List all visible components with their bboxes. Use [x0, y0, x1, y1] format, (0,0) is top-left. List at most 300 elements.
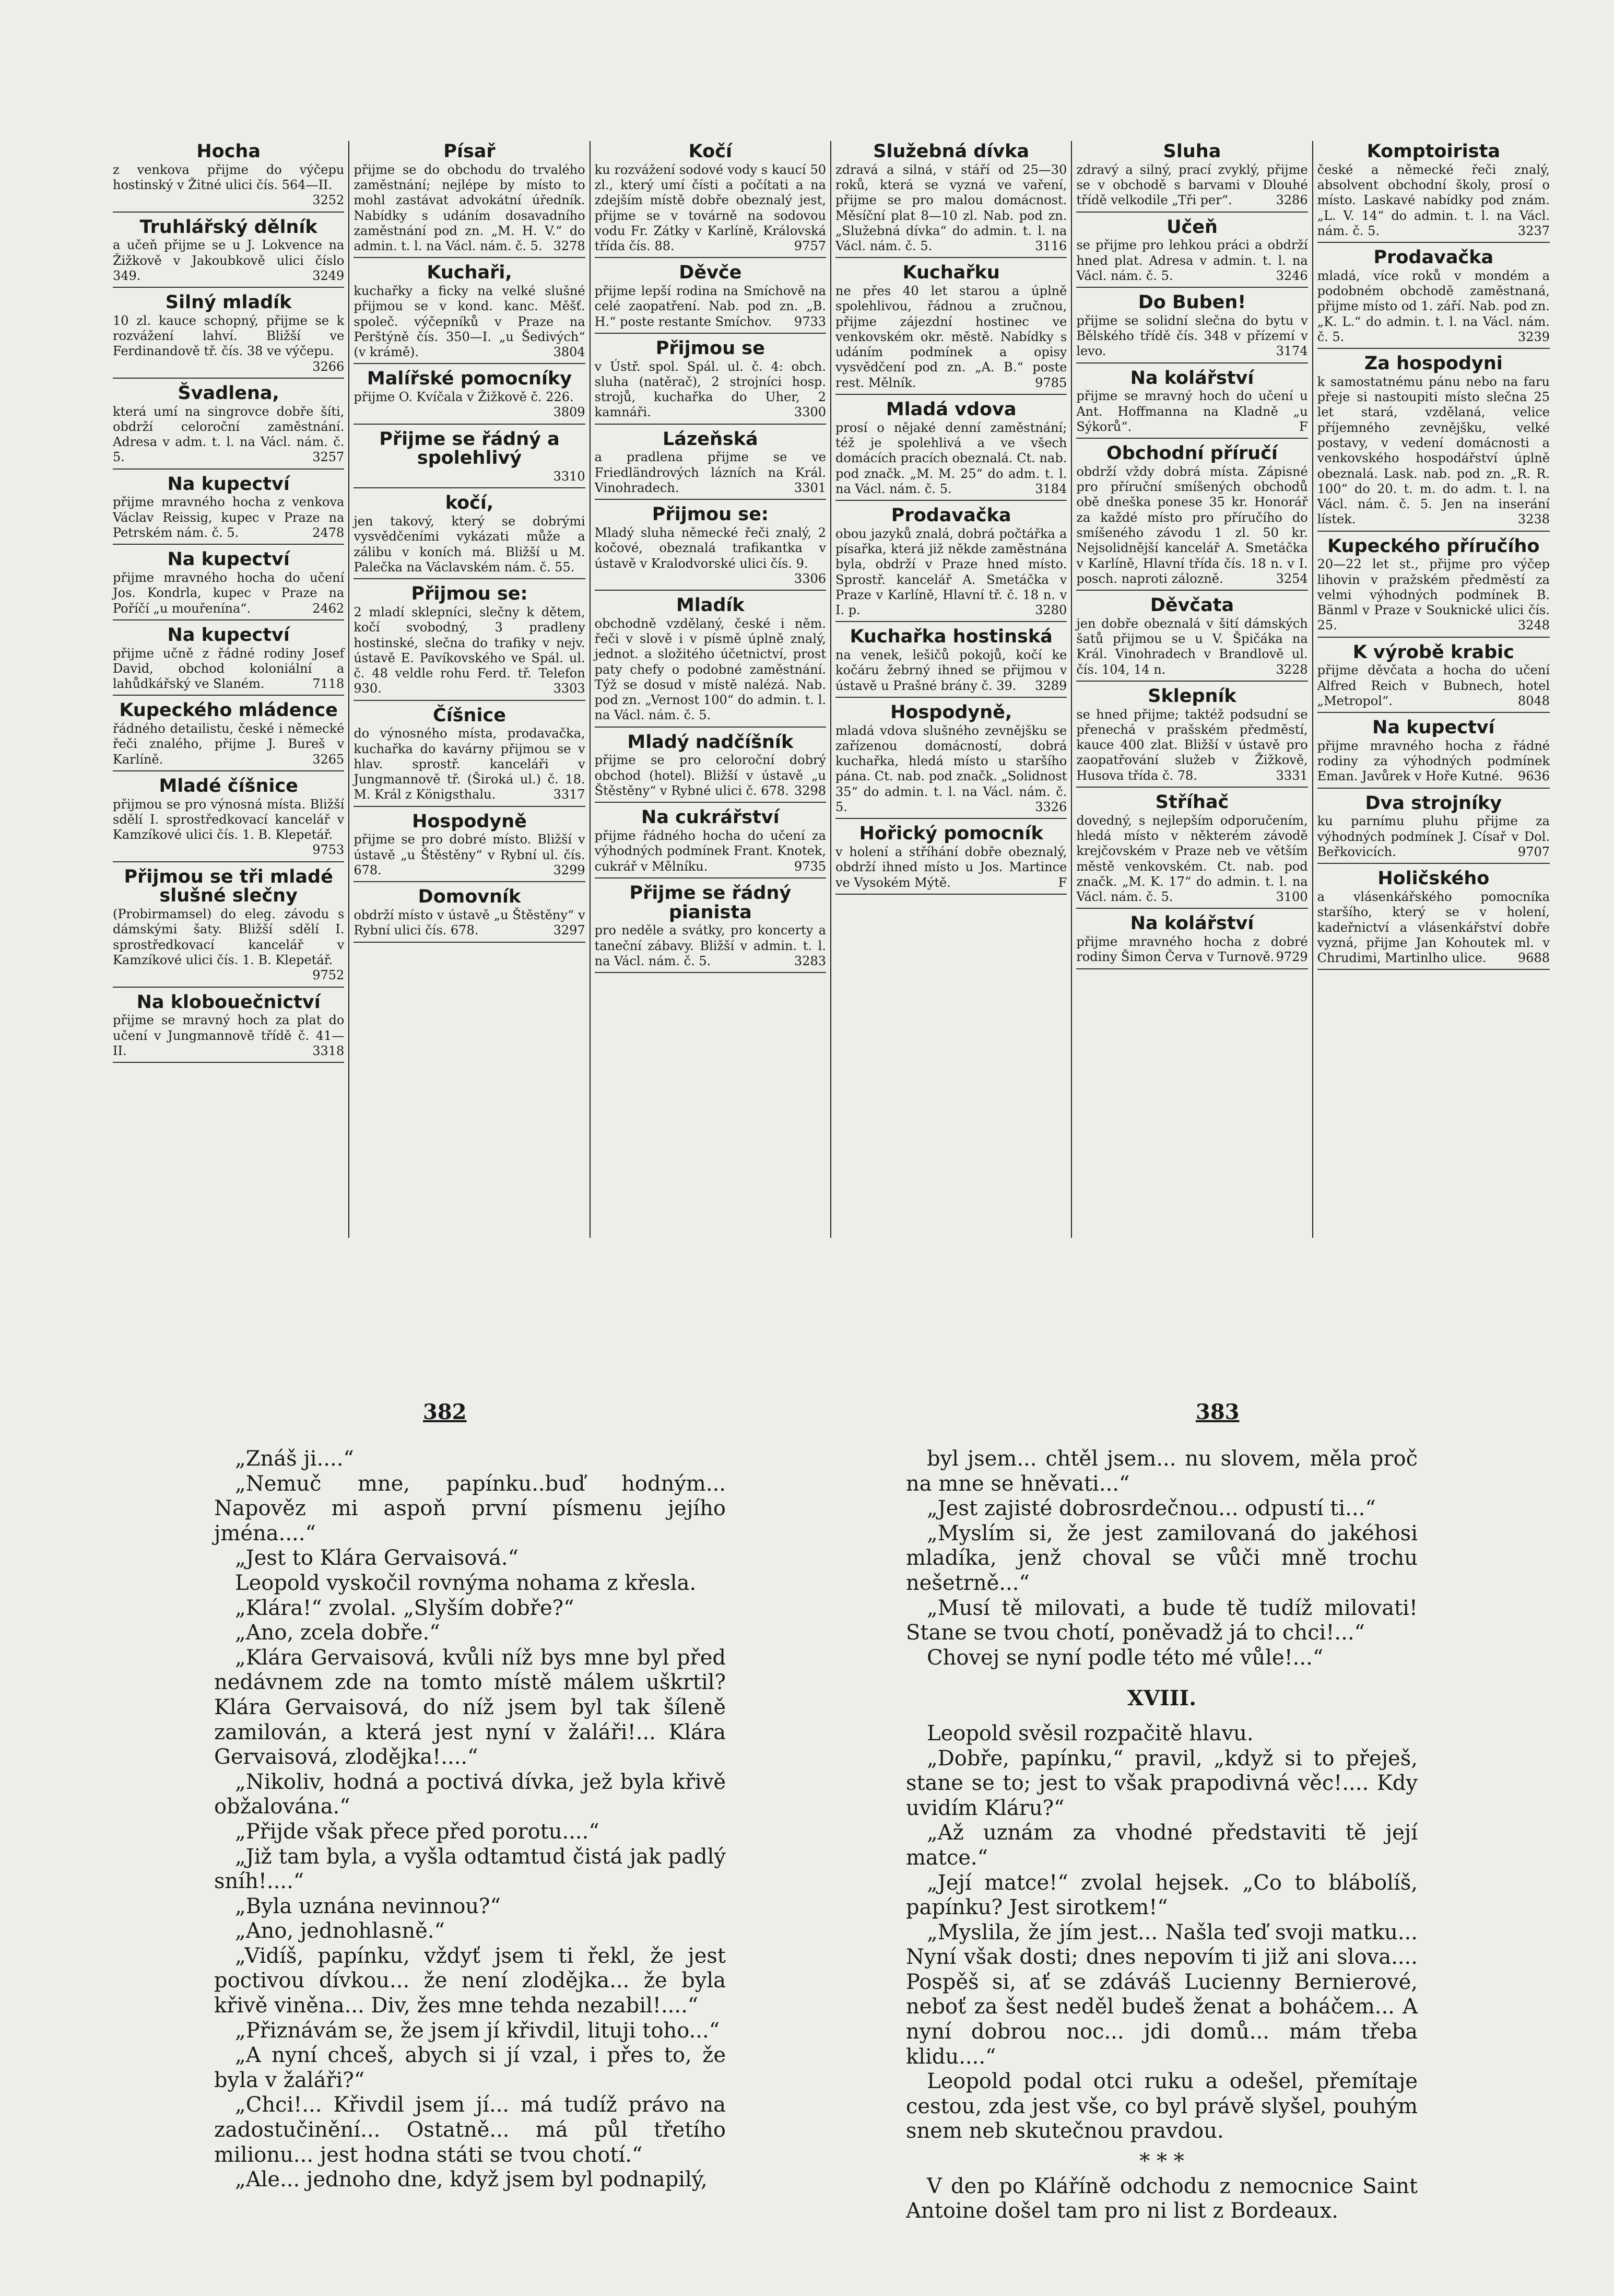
- story-paragraph: „Myslím si, že jest zamilovaná do jakéhosi mladíka, jenž choval se vůči mně trochu nešetrně...“: [906, 1521, 1418, 1595]
- ad-body: [113, 404, 344, 465]
- ad-text: přijme se mravný hoch za plat do učení v Jungmannově třídě č. 41—II.: [113, 1013, 345, 1058]
- ad-number: 3318: [312, 1043, 345, 1058]
- story-paragraph: „Nikoliv, hodná a poctivá dívka, jež byla křivě obžalována.“: [214, 1770, 726, 1819]
- ad-title: kočí,: [445, 493, 494, 514]
- ad-title: Číšnice: [433, 705, 506, 726]
- ad-number: 3252: [312, 193, 345, 208]
- ad-number: 3174: [1276, 344, 1308, 359]
- classified-ad: [113, 293, 344, 379]
- ad-title: Kočí: [688, 141, 732, 162]
- story-paragraph: „Jest to Klára Gervaisová.“: [235, 1546, 519, 1571]
- ad-number: 3184: [1035, 481, 1067, 496]
- ad-body: [1317, 162, 1550, 239]
- classified-ad: [1076, 914, 1307, 969]
- classified-ads: [109, 141, 1554, 1238]
- ad-title: Mladík: [676, 595, 745, 616]
- ad-title: Malířské pomocníky: [367, 368, 572, 390]
- ad-body: [113, 570, 344, 616]
- ad-title: Truhlářský dělník: [139, 216, 317, 238]
- ad-text: na venek, lešičů pokojů, kočí ke kočáru žebrný ihned se přijmou v ústavě u Prašné brány č. 39.: [835, 648, 1067, 693]
- ad-body: [354, 284, 585, 360]
- ad-number: 3310: [553, 469, 585, 484]
- ad-number: F: [1058, 875, 1067, 890]
- classified-ad: [595, 339, 826, 425]
- ad-number: 3286: [1276, 193, 1308, 208]
- ad-number: 3301: [794, 480, 826, 495]
- ad-body: [113, 646, 344, 692]
- ad-title: Na kupectví: [167, 624, 290, 646]
- story-paragraph: „Jest zajisté dobrosrdečnou... odpustí ti...“: [927, 1496, 1376, 1521]
- ad-text: 2 mladí sklepníci, slečny k dětem, kočí svobodný, 3 pradleny hostinské, slečna do trafiky v nejv. ústavě E. Pavíkovského ve Spál. ul. č. 48 veldle rohu Ferd. tř. Telefon 930.: [354, 605, 585, 696]
- classified-ad: [835, 506, 1067, 622]
- story-paragraph: byl jsem... chtěl jsem... nu slovem, měla proč na mne se hněvati...“: [906, 1447, 1418, 1496]
- story-paragraph: „Již tam byla, a vyšla odtamtud čistá jak padlý sníh!....“: [214, 1844, 726, 1894]
- ad-text: ne přes 40 let starou a úplně spolehlivou, řádnou a zručnou, přijme zájezdní hostinec ve venkovském okr. městě. Nabídky s udáním podmínek a opisy vysvědčení pod zn. „A. B.“ poste rest. Mělník.: [835, 284, 1067, 390]
- ad-number: 3289: [1035, 678, 1067, 693]
- ad-title: K výrobě krabic: [1352, 641, 1514, 663]
- ad-text: přijme lepší rodina na Smíchově na celé zaopatření. Nab. pod zn. „B. H.“ poste restante Smíchov.: [594, 284, 826, 329]
- ad-title: Učeň: [1167, 216, 1218, 238]
- story-paragraph: Chovej se nyní podle této mé vůle!...“: [927, 1645, 1324, 1670]
- ad-body: [1076, 934, 1307, 965]
- ad-number: 3300: [794, 405, 826, 420]
- ad-title: Přijmou se: [655, 337, 765, 359]
- classified-ad: [113, 777, 344, 862]
- ad-body: [354, 390, 585, 420]
- ad-text: řádného detailistu, české i německé řeči znalého, přijme J. Bureš v Karlíně.: [113, 721, 345, 767]
- ad-number: 9636: [1517, 769, 1550, 784]
- ad-text: z venkova přijme do výčepu hostinský v Žitné ulici čís. 564—II.: [113, 162, 345, 193]
- ad-body: [354, 726, 585, 802]
- ad-body: [835, 526, 1067, 618]
- classified-ad: [835, 627, 1067, 698]
- ad-number: 8048: [1517, 693, 1550, 708]
- ad-title: Služebná dívka: [873, 141, 1030, 162]
- ad-number: 3248: [1517, 618, 1550, 633]
- left-page-text: [214, 1447, 726, 2193]
- ad-text: mladá, více roků v mondém a podobném obchodě zaměstnaná, přijme místo od 1. září. Nab. pod zn. „K. L.“ do admin. t. l. na Václ. nám. č. 5.: [1317, 268, 1550, 344]
- ad-title: Přijmou se:: [652, 504, 769, 525]
- classified-ad: [354, 142, 585, 258]
- ad-number: 9785: [1035, 375, 1067, 390]
- classified-ad: [354, 706, 585, 807]
- ad-text: přijme se pro dobré místo. Bližší v ústavě „u Štěstěny“ v Rybní ul. čís. 678.: [354, 832, 585, 877]
- ad-text: a učeň přijme se u J. Lokvence na Žižkově v Jakoubkově ulici číslo 349.: [113, 238, 345, 283]
- ad-body: [595, 284, 826, 330]
- ad-number: 3228: [1276, 662, 1308, 677]
- ad-number: 2478: [312, 525, 345, 540]
- ad-number: 2462: [312, 601, 345, 616]
- ad-text: přijme se do obchodu do trvalého zaměstnání; nejlépe by místo to mohl zastávat advokátní úředník. Nabídky s udáním dosavadního zaměstnání pod zn. „M. H. V.“ do admin. t. l. na Václ. nám. č. 5.: [354, 162, 585, 254]
- story-paragraph: „Klára!“ zvolal. „Slyším dobře?“: [235, 1596, 574, 1620]
- ad-text: přijme se pro celoroční dobrý obchod (hotel). Bližší v ústavě „u Štěstěny“ v Rybné ulici č. 678.: [594, 753, 826, 798]
- ad-text: obou jazyků znalá, dobrá počtářka a písařka, která již někde zaměstnána byla, obdrží v Praze hned místo. Sprostř. kancelář A. Smetáčka v Praze v Karlíně, Hlavní tř. č. 18 n. v I. p.: [835, 526, 1067, 618]
- ad-title: Na kolářství: [1130, 367, 1254, 389]
- ad-title: Na kupectví: [167, 549, 290, 570]
- ad-title: Hospodyně: [412, 811, 527, 832]
- ad-column: [349, 141, 590, 1238]
- ad-body: [113, 313, 344, 374]
- classified-ad: [1317, 643, 1550, 713]
- ad-title: Prodavačka: [891, 505, 1011, 526]
- ad-title: Na klobouečnictví: [136, 991, 321, 1013]
- ad-title: Mladá vdova: [886, 399, 1017, 420]
- ad-body: [1317, 739, 1550, 784]
- classified-ad: [1317, 537, 1550, 638]
- classified-ad: [354, 263, 585, 364]
- ad-body: [1076, 707, 1307, 783]
- ad-title: Sklepník: [1148, 685, 1236, 707]
- ad-text: v Ústř. spol. Spál. ul. č. 4: obch. sluha (natěrač), 2 strojníci hosp. strojů, kuchařka do Uher, 2 kamnáři.: [594, 359, 826, 420]
- story-paragraph: Leopold podal otci ruku a odešel, přemítaje cestou, zda jest vše, co byl právě slyšel, pouhým snem neb skutečnou pravdou.: [906, 2069, 1418, 2143]
- ad-body: [835, 284, 1067, 391]
- ad-number: 3804: [553, 345, 585, 360]
- ad-body: [354, 832, 585, 878]
- classified-ad: [113, 993, 344, 1063]
- classified-ad: [354, 887, 585, 942]
- ad-title: Hospodyně,: [890, 701, 1012, 723]
- ad-body: [595, 753, 826, 799]
- ad-column: [109, 141, 349, 1238]
- ad-text: obdrží vždy dobrá místa. Zápisné pro příruční smíšených obchodů obě dneška ponese 35 kr. Honorář za každé místo pro příručího do smíšeného závodu 1 zl. 50 kr. Nejsolidnější kancelář A. Smetáčka v Karlíně, Hlavní třída čís. 18 n. v I. posch. naproti zálozně.: [1076, 464, 1308, 586]
- ad-number: 9753: [312, 842, 345, 858]
- classified-ad: [354, 812, 585, 883]
- ad-number: 3326: [1035, 800, 1067, 814]
- ad-number: 3317: [553, 787, 585, 802]
- classified-ad: [1076, 596, 1307, 682]
- ad-title: Kuchařku: [902, 262, 1000, 284]
- ad-title: Obchodní příručí: [1106, 443, 1278, 464]
- ad-text: přijmou se pro výnosná místa. Bližší sdělí I. sprostředkovací kancelář v Kamzíkové ulici čís. 1. B. Klepetář.: [113, 796, 345, 842]
- ad-body: [595, 359, 826, 420]
- ad-title: Silný mladík: [165, 292, 292, 313]
- ad-title: Kuchaři,: [427, 262, 512, 284]
- ad-body: [1317, 814, 1550, 860]
- classified-ad: [1317, 142, 1550, 243]
- story-paragraph: Leopold svěsil rozpačitě hlavu.: [927, 1721, 1254, 1746]
- ad-body: [595, 923, 826, 969]
- ad-number: 3280: [1035, 603, 1067, 618]
- ad-number: 3239: [1517, 329, 1550, 344]
- ad-title: Na kolářství: [1130, 913, 1254, 934]
- ad-text: pro neděle a svátky, pro koncerty a taneční zábavy. Bližší v admin. t. l. na Václ. nám. č. 5.: [594, 923, 826, 968]
- classified-ad: [1076, 444, 1307, 591]
- ad-body: [835, 723, 1067, 815]
- ad-number: 3303: [553, 681, 585, 696]
- ad-text: a vlásenkářského pomocníka staršího, který se v holení, kadeřnictví a vlásenkářství dobře vyzná, přijme Jan Kohoutek ml. v Chrudimi, Martinlho ulice.: [1317, 889, 1550, 966]
- story-paragraph: „Přijde však přece před porotu....“: [235, 1819, 599, 1844]
- ad-title: Děvčata: [1150, 595, 1234, 616]
- ad-title: Dva strojníky: [1365, 792, 1502, 814]
- classified-ad: [1076, 142, 1307, 213]
- section-break: * * *: [1139, 2149, 1184, 2174]
- classified-ad: [595, 596, 826, 728]
- story-paragraph: „Přiznávám se, že jsem jí křivdil, lituji toho...“: [235, 2018, 720, 2043]
- story-paragraph: „Klára Gervaisová, kvůli níž bys mne byl před nedávnem zde na tomto místě málem uškrtil? Klára Gervaisová, do níž jsem byl tak šíleně zamilován, a která jest nyní v žaláři!... Klára Gervaisová, zlodějka!....“: [214, 1645, 726, 1770]
- ad-number: 3809: [553, 405, 585, 420]
- ad-number: 3254: [1276, 571, 1308, 586]
- ad-text: přijme mravného hocha do učení Jos. Kondrla, kupec v Praze na Poříčí „u mouřenína“.: [113, 570, 345, 616]
- classified-ad: [354, 430, 585, 489]
- classified-ad: [354, 494, 585, 579]
- classified-ad: [1317, 718, 1550, 789]
- ad-number: 3237: [1517, 223, 1550, 238]
- ad-text: přijme O. Kvíčala v Žižkově č. 226.: [354, 390, 574, 405]
- ad-text: jen dobře obeznalá v šití dámských šatů přijmou se u V. Špičáka na Král. Vinohradech v Brandlově ul. čís. 104, 14 n.: [1076, 616, 1308, 677]
- ad-body: [1076, 238, 1307, 284]
- ad-number: 9752: [312, 968, 345, 983]
- ad-column: [591, 141, 831, 1238]
- classified-ad: [1317, 869, 1550, 970]
- story-paragraph: „Dobře, papínku,“ pravil, „když si to přeješ, stane se to; jest to však prapodivná věc!.... Kdy uvidím Kláru?“: [906, 1746, 1418, 1820]
- classified-ad: [595, 808, 826, 878]
- story-paragraph: „Nemuč mne, papínku..buď hodným... Napověz mi aspoň první písmenu jejího jména....“: [214, 1471, 726, 1545]
- ad-text: české a německé řeči znalý, absolvent obchodní školy, prosí o místo. Laskavé nabídky pod znám. „L. V. 14“ do admin. t. l. na Václ. nám. č. 5.: [1317, 162, 1550, 238]
- ad-text: obdrží místo v ústavě „u Štěstěny“ v Rybní ulici čís. 678.: [354, 908, 585, 938]
- ad-number: 9707: [1517, 845, 1550, 860]
- ad-number: 9757: [794, 239, 826, 254]
- ad-body: [1076, 389, 1307, 435]
- classified-ad: [113, 868, 344, 988]
- ad-number: 3249: [312, 268, 345, 283]
- ad-body: [1317, 663, 1550, 709]
- ad-number: 3297: [553, 923, 585, 938]
- story-paragraph: „Musí tě milovati, a bude tě tudíž milovati! Stane se tvou chotí, poněvadž já to chci!...“: [906, 1596, 1418, 1645]
- ad-body: [354, 469, 585, 484]
- ad-body: [113, 162, 344, 208]
- story-paragraph: „Až uznám za vhodné představiti tě její matce.“: [906, 1821, 1418, 1870]
- ad-body: [835, 162, 1067, 254]
- classified-ad: [113, 550, 344, 620]
- ad-body: [113, 495, 344, 541]
- ad-title: Za hospodyni: [1364, 353, 1503, 374]
- ad-number: 3265: [312, 752, 345, 767]
- ad-number: 9733: [794, 314, 826, 329]
- chapter-heading: XVIII.: [1127, 1686, 1197, 1711]
- ad-body: [835, 648, 1067, 694]
- ad-title: Na cukrářství: [641, 807, 780, 828]
- ad-text: přijme se solidní slečna do bytu v Bělského třídě čís. 348 v přízemí v levo.: [1076, 313, 1308, 359]
- ad-text: ku rozvážení sodové vody s kaucí 50 zl., který umí čísti a počítati a na zdejším místě dobře obeznalý jest, přijme se v továrně na sodovou vodu Fr. Zátky v Karlíně, Královská třída čís. 88.: [594, 162, 826, 254]
- classified-ad: [835, 824, 1067, 895]
- classified-ad: [835, 703, 1067, 819]
- classified-ad: [595, 505, 826, 591]
- ad-title: Kuchařka hostinská: [850, 626, 1053, 648]
- ad-body: [354, 514, 585, 575]
- ad-body: [835, 420, 1067, 497]
- ad-title: Přijme se řádný a spolehlivý: [379, 428, 560, 469]
- ad-body: [1317, 889, 1550, 966]
- ad-title: Hořický pomocník: [859, 823, 1043, 845]
- ad-text: prosí o nějaké denní zaměstnání; též je spolehlivá a ve všech domácích pracích obeznalá. Ct. nab. pod značk. „M. M. 25“ do adm. t. l. na Václ. nám. č. 5.: [835, 420, 1067, 496]
- ad-body: [113, 238, 344, 284]
- right-page-text: [906, 1447, 1418, 2224]
- ad-column: [1072, 141, 1313, 1238]
- ad-text: jen takový, který se dobrými vysvědčeními vykázati může a zálibu v koních má. Bližší u M. Palečka na Václavském nám. č. 55.: [354, 514, 585, 575]
- ad-text: která umí na singrovce dobře šíti, obdrží celoroční zaměstnání. Adresa v adm. t. l. na Václ. nám. č. 5.: [113, 404, 345, 465]
- classified-ad: [595, 884, 826, 973]
- ad-body: [1076, 616, 1307, 677]
- ad-title: Hocha: [196, 141, 261, 162]
- ad-text: mladá vdova slušného zevnějšku se zařízenou domácností, dobrá kuchařka, hledá místo u staršího pána. Ct. nab. pod značk. „Solidnost 35“ do admin. t. l. na Václ. nám. č. 5.: [835, 723, 1067, 814]
- ad-body: [113, 797, 344, 858]
- ad-title: Prodavačka: [1373, 247, 1494, 268]
- ad-title: Komptoirista: [1366, 141, 1500, 162]
- ad-text: přijme učně z řádné rodiny Josef David, obchod koloniální a lahůdkářský ve Slaném.: [113, 646, 345, 692]
- ad-number: 3257: [312, 450, 345, 465]
- ad-title: Holičského: [1377, 868, 1490, 889]
- classified-ad: [835, 263, 1067, 395]
- ad-text: (Probirmamsel) do eleg. závodu s dámskými šaty. Bližší sdělí I. sprostředkovací kancelář v Kamzíkové ulici čís. 1. B. Klepetář.: [113, 907, 345, 968]
- ad-body: [1076, 162, 1307, 208]
- ad-text: přijme mravného hocha z venkova Václav Reissig, kupec v Praze na Petrském nám. č. 5.: [113, 495, 345, 540]
- ad-text: přijme mravného hocha z dobré rodiny Šimon Červa v Turnově.: [1076, 934, 1308, 965]
- story-paragraph: Leopold vyskočil rovnýma nohama z křesla.: [235, 1571, 697, 1595]
- ad-body: [354, 605, 585, 697]
- ad-text: přijme mravného hocha z řádné rodiny za výhodných podmínek Eman. Javůrek v Hoře Kutné.: [1317, 738, 1550, 784]
- ad-body: [354, 162, 585, 254]
- story-paragraph: „Chci!... Křivdil jsem jí... má tudíž právo na zadostučinění... Ostatně... má půl třetího milionu... jest hodna státi se tvou chotí.“: [214, 2093, 726, 2167]
- ad-body: [1076, 313, 1307, 359]
- ad-number: 3238: [1517, 512, 1550, 527]
- classified-ad: [595, 263, 826, 334]
- ad-number: 9729: [1276, 950, 1308, 965]
- ad-title: Sluha: [1163, 141, 1221, 162]
- story-paragraph: „Ano, jednohlasně.“: [235, 1919, 445, 1943]
- story-paragraph: „Ano, zcela dobře.“: [235, 1621, 440, 1645]
- ad-title: Kupeckého příručího: [1327, 535, 1540, 557]
- ad-number: 3299: [553, 862, 585, 877]
- ad-number: 9688: [1517, 951, 1550, 966]
- ad-number: 3266: [312, 359, 345, 374]
- ad-title: Stříhač: [1155, 791, 1229, 813]
- ad-body: [113, 907, 344, 983]
- classified-ad: [354, 369, 585, 424]
- classified-ad: [835, 400, 1067, 501]
- ad-body: [1317, 268, 1550, 345]
- ad-title: Na kupectví: [1372, 717, 1495, 739]
- ad-body: [595, 525, 826, 587]
- ad-text: zdravá a silná, v stáří od 25—30 roků, která se vyzná ve vaření, přijme se pro malou domácnost. Měsíční plat 8—10 zl. Nab. pod zn. „Služebná dívka“ do admin. t. l. na Václ. nám. č. 5.: [835, 162, 1067, 254]
- classified-ad: [1076, 218, 1307, 288]
- story-paragraph: „Ale... jednoho dne, když jsem byl podnapilý,: [235, 2168, 708, 2192]
- classified-ad: [595, 142, 826, 258]
- classified-ad: [354, 584, 585, 700]
- story-paragraph: „Její matce!“ zvolal hejsek. „Co to blábolíš, papínku? Jest sirotkem!“: [906, 1870, 1418, 1920]
- story-paragraph: „Byla uznána nevinnou?“: [235, 1894, 501, 1918]
- ad-text: kuchařky a ficky na velké slušné přijmou se v kond. kanc. Měšť. společ. výčepníků v Praze na Perštýně čís. 350—I. „u Šedivých“ (v krámě).: [354, 284, 585, 360]
- story-paragraph: „Myslila, že jím jest... Našla teď svoji matku... Nyní však dosti; dnes nepovím ti již ani slova.... Pospěš si, ať se zdáváš Lucienny Bernierové, neboť za šest neděl budeš ženat a boháčem... A nyní dobrou noc... jdi domů... mám třeba klidu....“: [906, 1920, 1418, 2069]
- ad-body: [595, 828, 826, 874]
- ad-number: 9735: [794, 859, 826, 874]
- ad-text: přijme se mravný hoch do učení u Ant. Hoffmanna na Kladně „u Sýkorů“.: [1076, 389, 1308, 434]
- ad-body: [835, 845, 1067, 891]
- story-paragraph: „Znáš ji....“: [235, 1447, 354, 1471]
- ad-title: Přijmou se:: [411, 583, 528, 605]
- classified-ad: [595, 430, 826, 500]
- ad-text: zdravý a silný, prací zvyklý, přijme se v obchodě s barvami v Dlouhé třídě velkodile „Tři per“.: [1076, 162, 1308, 208]
- ad-title: Mladé číšnice: [159, 775, 298, 796]
- classified-ad: [113, 142, 344, 213]
- ad-text: obchodně vzdělaný, české i něm. řeči v slově i v písmě úplně znalý, jednot. a složitého účetnictví, prost paty chefy o podobné zaměstnání. Týž se dosud v místě nalézá. Nab. pod zn. „Vernost 100“ do admin. t. l. na Václ. nám. č. 5.: [594, 616, 826, 723]
- classified-ad: [1076, 293, 1307, 364]
- classified-ad: [1076, 687, 1307, 788]
- ad-title: Lázeňská: [662, 428, 758, 450]
- ad-body: [113, 721, 344, 767]
- ad-title: Kupeckého mládence: [119, 700, 338, 721]
- ad-column: [831, 141, 1072, 1238]
- classified-ad: [113, 218, 344, 288]
- classified-ad: [595, 733, 826, 803]
- classified-ad: [113, 384, 344, 470]
- ad-title: Domovník: [418, 886, 521, 908]
- classified-ad: [1317, 794, 1550, 864]
- ad-title: Do Buben!: [1138, 292, 1246, 313]
- ad-number: 7118: [312, 676, 345, 692]
- ad-body: [1317, 374, 1550, 528]
- ad-number: 3283: [794, 953, 826, 968]
- ad-number: 3331: [1276, 768, 1308, 783]
- ad-text: se hned přijme; taktéž podsudní se přenechá v prašském předměstí, kauce 400 zlat. Bližší v ústavě pro zaopatřování služeb v Žižkově, Husova třída č. 78.: [1076, 707, 1308, 783]
- ad-number: 3246: [1276, 268, 1308, 283]
- classified-ad: [1317, 354, 1550, 531]
- ad-text: přijme děvčata a hocha do učení Alfred Reich v Bubnech, hotel „Metropol“.: [1317, 663, 1550, 708]
- ad-text: k samostatnému pánu nebo na faru přeje si nastoupiti místo slečna 25 let stará, vzdělaná, velice příjemného zevnějšku, velké postavy, v vedení domácnosti a venkovského hospodářství úplně obeznalá. Lask. nab. pod zn. „R. R. 100“ do 20. t. m. do adm. t. l. na Václ. nám. č. 5. Jen na inserání lístek.: [1317, 374, 1550, 527]
- right-page-number: 383: [1196, 1400, 1240, 1424]
- ad-number: 3116: [1035, 239, 1067, 254]
- classified-ad: [1076, 793, 1307, 909]
- classified-ad: [113, 626, 344, 696]
- ad-text: ku parnímu pluhu přijme za výhodných podmínek J. Císař v Dol. Beřkovicích.: [1317, 814, 1550, 860]
- ad-body: [1076, 813, 1307, 905]
- classified-ad: [835, 142, 1067, 258]
- ad-text: 20—22 let st., přijme pro výčep lihovin v pražském předměstí za velmi výhodných podmínek B. Bänml v Praze v Souknické ulici čís. 25.: [1317, 557, 1550, 633]
- ad-title: Mladý nadčíšník: [627, 731, 794, 753]
- classified-ad: [1076, 369, 1307, 439]
- ad-body: [354, 908, 585, 939]
- ad-title: Písař: [443, 141, 496, 162]
- story-paragraph: V den po Kláříně odchodu z nemocnice Saint Antoine došel tam pro ni list z Bordeaux.: [906, 2174, 1418, 2223]
- ad-body: [1076, 464, 1307, 587]
- ad-title: Přijme se řádný pianista: [629, 882, 792, 923]
- ad-text: dovedný, s nejlepším odporučením, hledá místo v některém závodě krejčovském v Praze neb ve větším městě venkovském. Ct. nab. pod značk. „M. K. 17“ do admin. t. l. na Václ. nám. č. 5.: [1076, 813, 1308, 905]
- ad-number: 3100: [1276, 889, 1308, 905]
- ad-text: se přijme pro lehkou práci a obdrží hned plat. Adresa v admin. t. l. na Václ. nám. č. 5.: [1076, 238, 1308, 283]
- classified-ad: [113, 701, 344, 771]
- ad-text: Mladý sluha německé řeči znalý, 2 kočové, obeznalá trafikantka v ústavě v Kralodvorské ulici čís. 9.: [594, 525, 826, 571]
- ad-text: 10 zl. kauce schopný, přijme se k rozvážení lahví. Bližší ve Ferdinandově tř. čís. 38 ve výčepu.: [113, 313, 345, 359]
- ad-title: Na kupectví: [167, 473, 290, 495]
- ad-title: Přijmou se tři mladé slušné slečny: [124, 866, 333, 907]
- ad-column: [1313, 141, 1554, 1238]
- ad-title: Švadlena,: [178, 382, 279, 404]
- story-paragraph: „Vidíš, papínku, vždyť jsem ti řekl, že jest poctivou dívkou... že není zlodějka... že byla křivě viněna... Div, žes mne tehda nezabil!....“: [214, 1943, 726, 2018]
- ad-text: do výnosného místa, prodavačka, kuchařka do kavárny přijmou se v hlav. sprostř. kanceláři v Jungmannově tř. (Široká ul.) č. 18. M. Král z Königsthalu.: [354, 726, 585, 802]
- ad-body: [113, 1013, 344, 1059]
- ad-number: F: [1299, 419, 1308, 434]
- ad-title: Děvče: [679, 262, 742, 284]
- ad-number: 3306: [794, 571, 826, 586]
- ad-body: [1317, 557, 1550, 633]
- left-page-number: 382: [423, 1400, 467, 1424]
- ad-text: a pradlena přijme se ve Friedländrových lázních na Král. Vinohradech.: [594, 450, 826, 495]
- ad-body: [595, 616, 826, 723]
- classified-ad: [1317, 248, 1550, 349]
- ad-body: [595, 162, 826, 254]
- ad-number: 3278: [553, 239, 585, 254]
- story-paragraph: „A nyní chceš, abych si jí vzal, i přes to, že byla v žaláři?“: [214, 2043, 726, 2092]
- ad-text: přijme řádného hocha do učení za výhodných podmínek Frant. Knotek, cukrář v Mělníku.: [594, 828, 826, 874]
